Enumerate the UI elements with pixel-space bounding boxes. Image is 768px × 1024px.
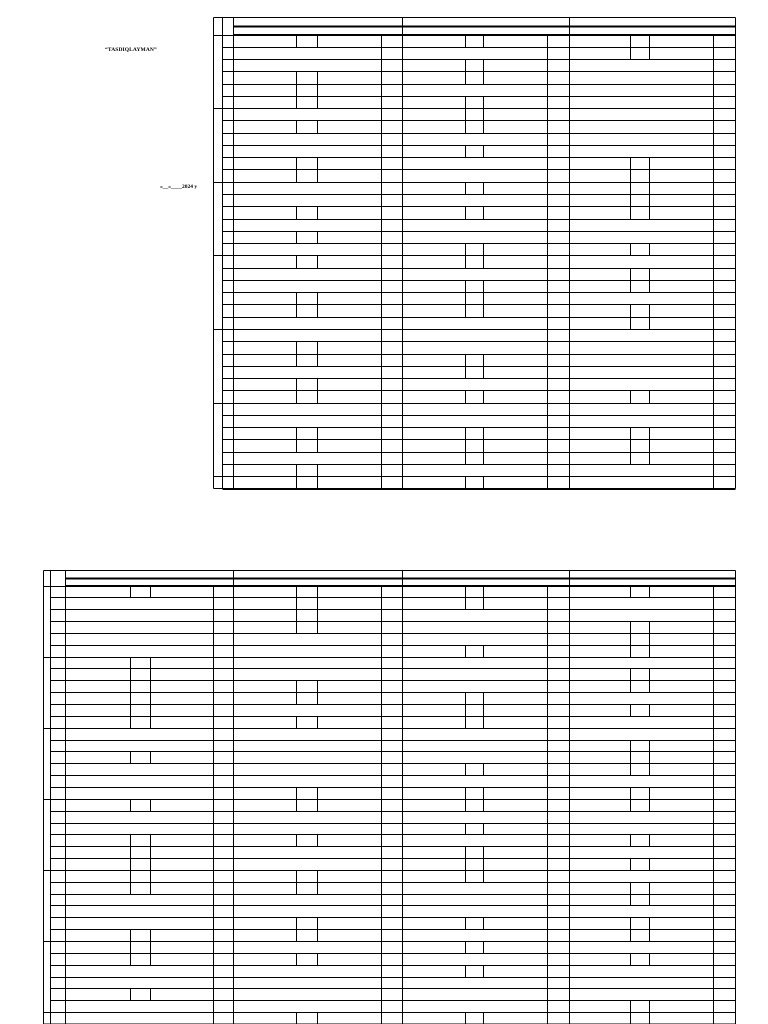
top-timetable [214,18,736,490]
approval-heading: “TASDIQLAYMAN” [105,47,157,53]
bottom-timetable [44,571,736,1024]
approval-date-line: «__»____2024 y [160,184,198,190]
